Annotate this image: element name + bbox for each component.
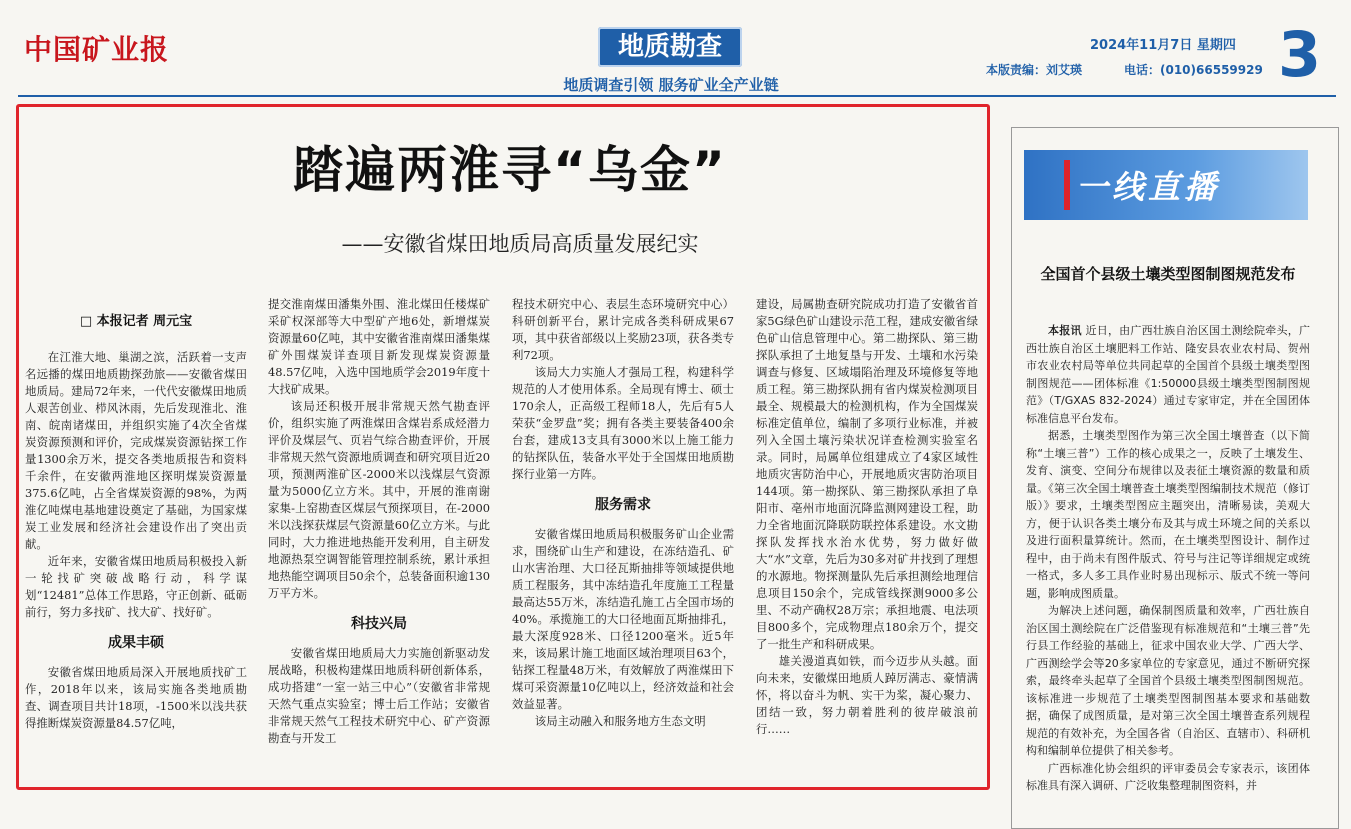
banner-accent-bar xyxy=(1064,160,1070,210)
newspaper-logo: 中国矿业报 xyxy=(24,33,170,66)
article-subhead: ——安徽省煤田地质局高质量发展纪实 xyxy=(341,232,699,256)
article-headline: 踏遍两淮寻“乌金” xyxy=(293,141,727,199)
article-byline: □ 本报记者 周元宝 xyxy=(79,314,193,329)
article-column-3 xyxy=(512,296,734,730)
article-column-2 xyxy=(268,296,490,747)
article-paragraph: 程技术研究中心、表层生态环境研究中心）科研创新平台，累计完成各类科研成果67项，其中获省部级以上奖励23项，获各类专利72项。 xyxy=(512,297,734,362)
article-paragraph: 安徽省煤田地质局深入开展地质找矿工作，2018年以来，该局实施各类地质勘查、调查项目共计18项，-1500米以浅共获得推断煤炭资源量84.57亿吨， xyxy=(25,665,247,730)
section-slogan: 地质调查引领 服务矿业全产业链 xyxy=(563,76,779,94)
article-paragraph: 在江淮大地、巢湖之滨，活跃着一支声名远播的煤田地质勘探劲旅——安徽省煤田地质局。建局72年来，一代代安徽煤田地质人艰苦创业、栉风沐雨，先后发现淮北、淮南、皖南诸煤田，并组织实施了4次全省煤炭资源预测和评价，完成煤炭资源钻探工作量1300余万米，提交各类地质报告和资料千余件，在安徽两淮地区探明煤炭资源量375.6亿吨，占全省煤炭资源的98%，为两淮亿吨煤电基地建设奠定了基础，为国家煤炭工业发展和经济社会建设作出了突出贡献。 xyxy=(25,350,247,551)
page-number: 3 xyxy=(1278,18,1322,91)
page-editor: 本版责编：刘艾瑛 xyxy=(986,63,1083,77)
issue-date: 2024年11月7日 星期四 xyxy=(1090,38,1236,53)
article-paragraph: 安徽省煤田地质局积极服务矿山企业需求，围绕矿山生产和建设，在冻结造孔、矿山水害治理、大口径瓦斯抽排等领域提供地质工程服务，其中冻结造孔年度施工工程量最高达55万米，冻结造孔施工占全国市场的40%。承揽施工的大口径地面瓦斯抽排孔，最大深度928米、口径1200毫米。近5年来，该局累计施工地面区域治理项目63个，钻探工程量48万米，有效解放了两淮煤田下煤可采资源量10亿吨以上，经济效益和社会效益显著。 xyxy=(512,527,734,711)
article-column-1 xyxy=(25,313,247,732)
article-paragraph: 该局大力实施人才强局工程，构建科学规范的人才使用体系。全局现有博士、硕士170余人，正高级工程师18人，先后有5人荣获“金罗盘”奖；拥有各类主要装备400余台套，建成13支具有3000米以上施工能力的钻探队伍，装备水平处于全国煤田地质勘探行业第一方阵。 xyxy=(512,365,734,481)
editor-phone: 电话：(010)66559929 xyxy=(1124,63,1263,77)
article-paragraph: 雄关漫道真如铁，而今迈步从头越。面向未来，安徽煤田地质人踔厉满志、豪情满怀，将以奋斗为帆、实干为桨，凝心聚力、团结一致，努力朝着胜利的彼岸破浪前行…… xyxy=(756,654,978,736)
sidebar-article-title: 全国首个县级土壤类型图制图规范发布 xyxy=(1040,265,1296,283)
article-paragraph: 近年来，安徽省煤田地质局积极投入新一轮找矿突破战略行动，科学谋划“12481”总体工作思路，守正创新、砥砺前行，努力多找矿、找大矿、找好矿。 xyxy=(25,554,247,619)
banner-title: 一线直播 xyxy=(1076,168,1221,206)
sidebar-paragraph: 广西标准化协会组织的评审委员会专家表示，该团体标准具有深入调研、广泛收集整理制图资料，并 xyxy=(1026,761,1310,792)
sidebar-paragraph: 近日，由广西壮族自治区国土测绘院牵头，广西壮族自治区土壤肥料工作站、隆安县农业农村局、贺州市农业农村局等单位共同起草的全国首个县级土壤类型图制图规范——团体标准《1:50000县级土壤类型图制图规范》（T/GXAS 832-2024）通过专家审定，并在全国团体标准信息平台发布。 xyxy=(1026,324,1311,425)
sidebar-paragraph: 为解决上述问题，确保制图质量和效率，广西壮族自治区国土测绘院在广泛借鉴现有标准规范和“土壤三普”先行县工作经验的基础上，征求中国农业大学、广西大学、广西测绘学会等20多家单位的专家意见，通过不断研究探索，最终牵头起草了全国首个县级土壤类型图制图规范。该标准进一步规范了土壤类型图制图基本要求和基础数据，确保了成图质量，是对第三次全国土壤普查系列规程规范的有效补充，为全国各省（自治区、直辖市）、科研机构和编制单位提供了相关参考。 xyxy=(1026,604,1310,757)
article-paragraph: 该局还积极开展非常规天然气勘查评价，组织实施了两淮煤田含煤岩系成烃潜力评价及煤层气、页岩气综合勘查评价，开展非常规天然气资源地质调查和研究项目近20项，预测两淮矿区-2000米以浅煤层气资源量为5000亿立方米。其中，开展的淮南谢家集-上窑勘查区煤层气预探项目，在-2000米以浅探获煤层气资源量60亿立方米。与此同时，大力推进地热能开发利用，自主研发地源热泵空调智能管理控制系统，累计承担地热能空调项目50余个，总装备面积逾130万平方米。 xyxy=(268,399,490,600)
live-banner xyxy=(1024,150,1308,220)
sidebar-article-body xyxy=(1026,322,1310,795)
sidebar-lead-label: 本报讯 xyxy=(1048,324,1082,337)
article-paragraph: 建设，局属勘查研究院成功打造了安徽省首家5G绿色矿山建设示范工程，建成安徽省绿色矿山信息管理中心。第二勘探队、第三勘探队承担了土地复垦与开发、土壤和水污染调查与修复、区域塌陷治理及环境修复等地质工程。第三勘探队拥有省内煤炭检测项目最全、规模最大的检测机构，作为全国煤炭标准定值单位，编制了多项行业标准，并被列入全国土壤污染状况详查检测实验室名录。同时，局属单位组建成立了4家区域性地质灾害防治中心，开展地质灾害防治项目144项。第一勘探队、第三勘探队承担了阜阳市、亳州市地面沉降监测网建设工程，助力全省地面沉降联防联控体系建设。水文勘探队发挥找水治水优势，努力做好做大“水”文章，先后为30多对矿井找到了理想的水源地。物探测量队先后承担测绘地理信息项目150余个，完成管线探测9000多公里、不动产确权28万宗；承担地震、电法项目800多个，完成物理点180余万个，提交了一批生产和科研成果。 xyxy=(756,297,978,651)
sidebar-paragraph: 据悉，土壤类型图作为第三次全国土壤普查（以下简称“土壤三普”）工作的核心成果之一，反映了土壤发生、发育、演变、空间分布规律以及表征土壤资源的数量和质量。《第三次全国土壤普查土壤类型图编制技术规范（修订版）》要求，土壤类型图应主题突出，清晰易读，美观大方，便于认识各类土壤分布及其与成土环境之间的关系以及进行面积量算统计。然而，在土壤类型图设计、制作过程中，由于尚未有图件版式、符号与注记等详细规定或统一格式，多人多工具作业时易出现标示、版式不统一等问题，影响成图质量。 xyxy=(1026,429,1310,600)
section-heading-service: 服务需求 xyxy=(595,497,651,513)
article-paragraph: 安徽省煤田地质局大力实施创新驱动发展战略，积极构建煤田地质科研创新体系，成功搭建“一室一站三中心”（安徽省非常规天然气重点实验室；博士后工作站；安徽省非常规天然气工程技术研究中心、矿产资源勘查与开发工 xyxy=(268,646,490,745)
article-paragraph: 提交淮南煤田潘集外围、淮北煤田任楼煤矿采矿权深部等大中型矿产地6处，新增煤炭资源量60亿吨，其中安徽省淮南煤田潘集煤矿外围煤炭详查项目新发现煤炭资源量48.57亿吨，入选中国地质学会2019年度十大找矿成果。 xyxy=(268,297,490,396)
article-paragraph: 该局主动融入和服务地方生态文明 xyxy=(534,714,706,728)
article-column-4 xyxy=(756,296,978,738)
section-heading-technology: 科技兴局 xyxy=(351,616,407,632)
section-heading-achievements: 成果丰硕 xyxy=(108,635,164,651)
section-title: 地质勘查 xyxy=(598,27,742,67)
header-divider xyxy=(18,95,1336,97)
